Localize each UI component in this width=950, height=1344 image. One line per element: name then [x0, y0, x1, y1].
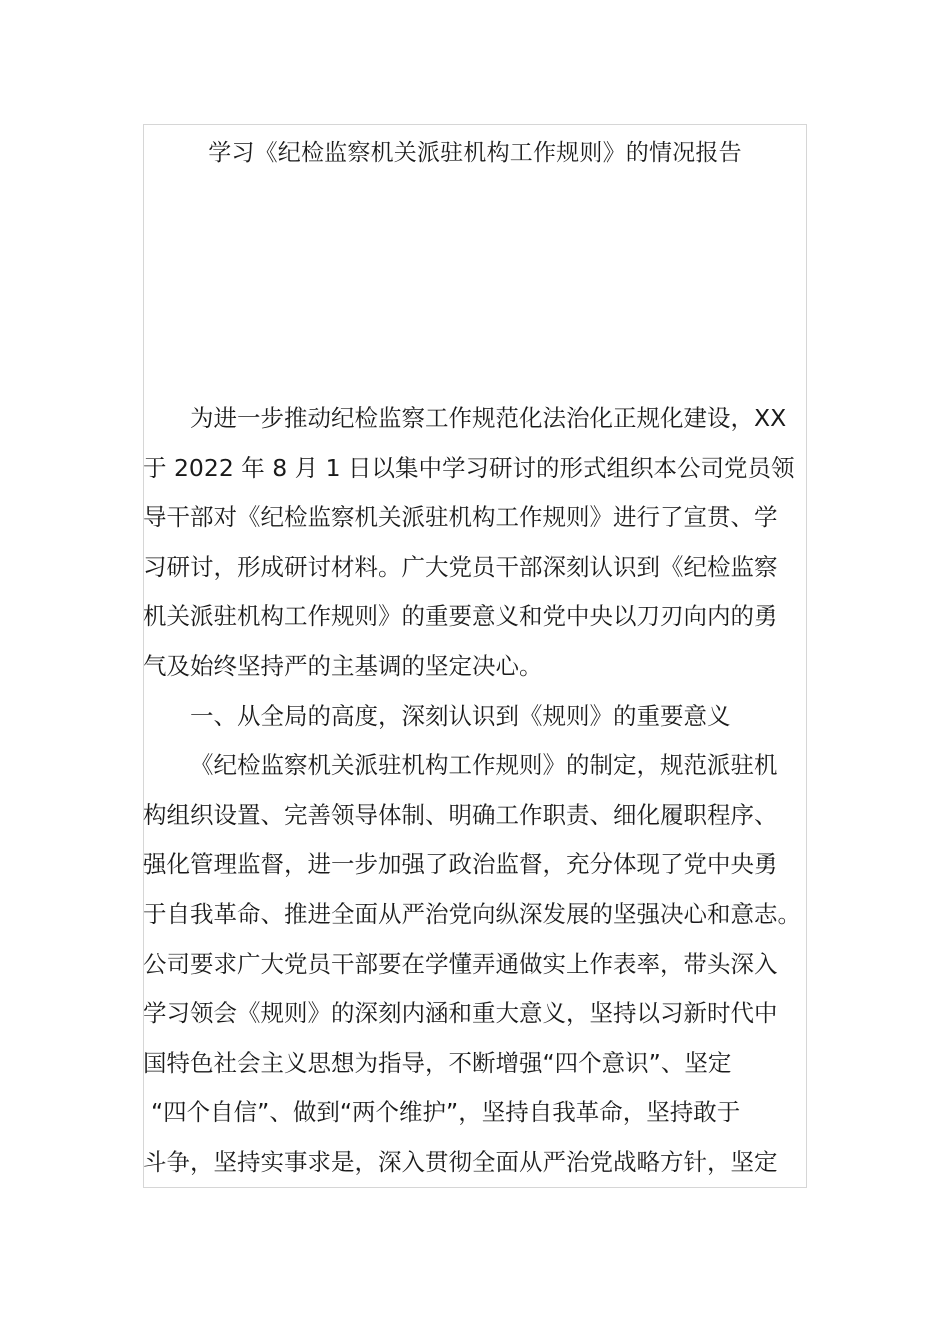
paragraph-line: 气及始终坚持严的主基调的坚定决心。 [143, 651, 543, 680]
document-body [143, 394, 807, 1188]
paragraph-line: 机关派驻机构工作规则》的重要意义和党中央以刀刃向内的勇 [143, 602, 778, 631]
paragraph-line: “四个自信”、做到“两个维护”，坚持自我革命，坚持敢于 [151, 1098, 741, 1127]
paragraph-line: 国特色社会主义思想为指导，不断增强“四个意识”、坚定 [143, 1048, 732, 1077]
section-heading: 一、从全局的高度，深刻认识到《规则》的重要意义 [190, 701, 731, 730]
paragraph-line: 为进一步推动纪检监察工作规范化法治化正规化建设，XX [190, 404, 787, 432]
paragraph-line: 强化管理监督，进一步加强了政治监督，充分体现了党中央勇 [143, 850, 778, 879]
paragraph-line: 于 2022 年 8 月 1 日以集中学习研讨的形式组织本公司党员领 [143, 453, 795, 482]
document-title: 学习《纪检监察机关派驻机构工作规则》的情况报告 [208, 140, 742, 166]
paragraph-line: 公司要求广大党员干部要在学懂弄通做实上作表率，带头深入 [143, 949, 778, 978]
paragraph-line: 《纪检监察机关派驻机构工作规则》的制定，规范派驻机 [190, 751, 778, 780]
paragraph-line: 导干部对《纪检监察机关派驻机构工作规则》进行了宣贯、学 [143, 503, 778, 532]
paragraph-line: 学习领会《规则》的深刻内涵和重大意义，坚持以习新时代中 [143, 999, 778, 1028]
paragraph-line: 于自我革命、推进全面从严治党向纵深发展的坚强决心和意志。 [143, 899, 801, 928]
paragraph-line: 习研讨，形成研讨材料。广大党员干部深刻认识到《纪检监察 [143, 552, 778, 581]
paragraph-line: 斗争，坚持实事求是，深入贯彻全面从严治党战略方针，坚定 [143, 1147, 778, 1176]
paragraph-line: 构组织设置、完善领导体制、明确工作职责、细化履职程序、 [143, 800, 778, 829]
